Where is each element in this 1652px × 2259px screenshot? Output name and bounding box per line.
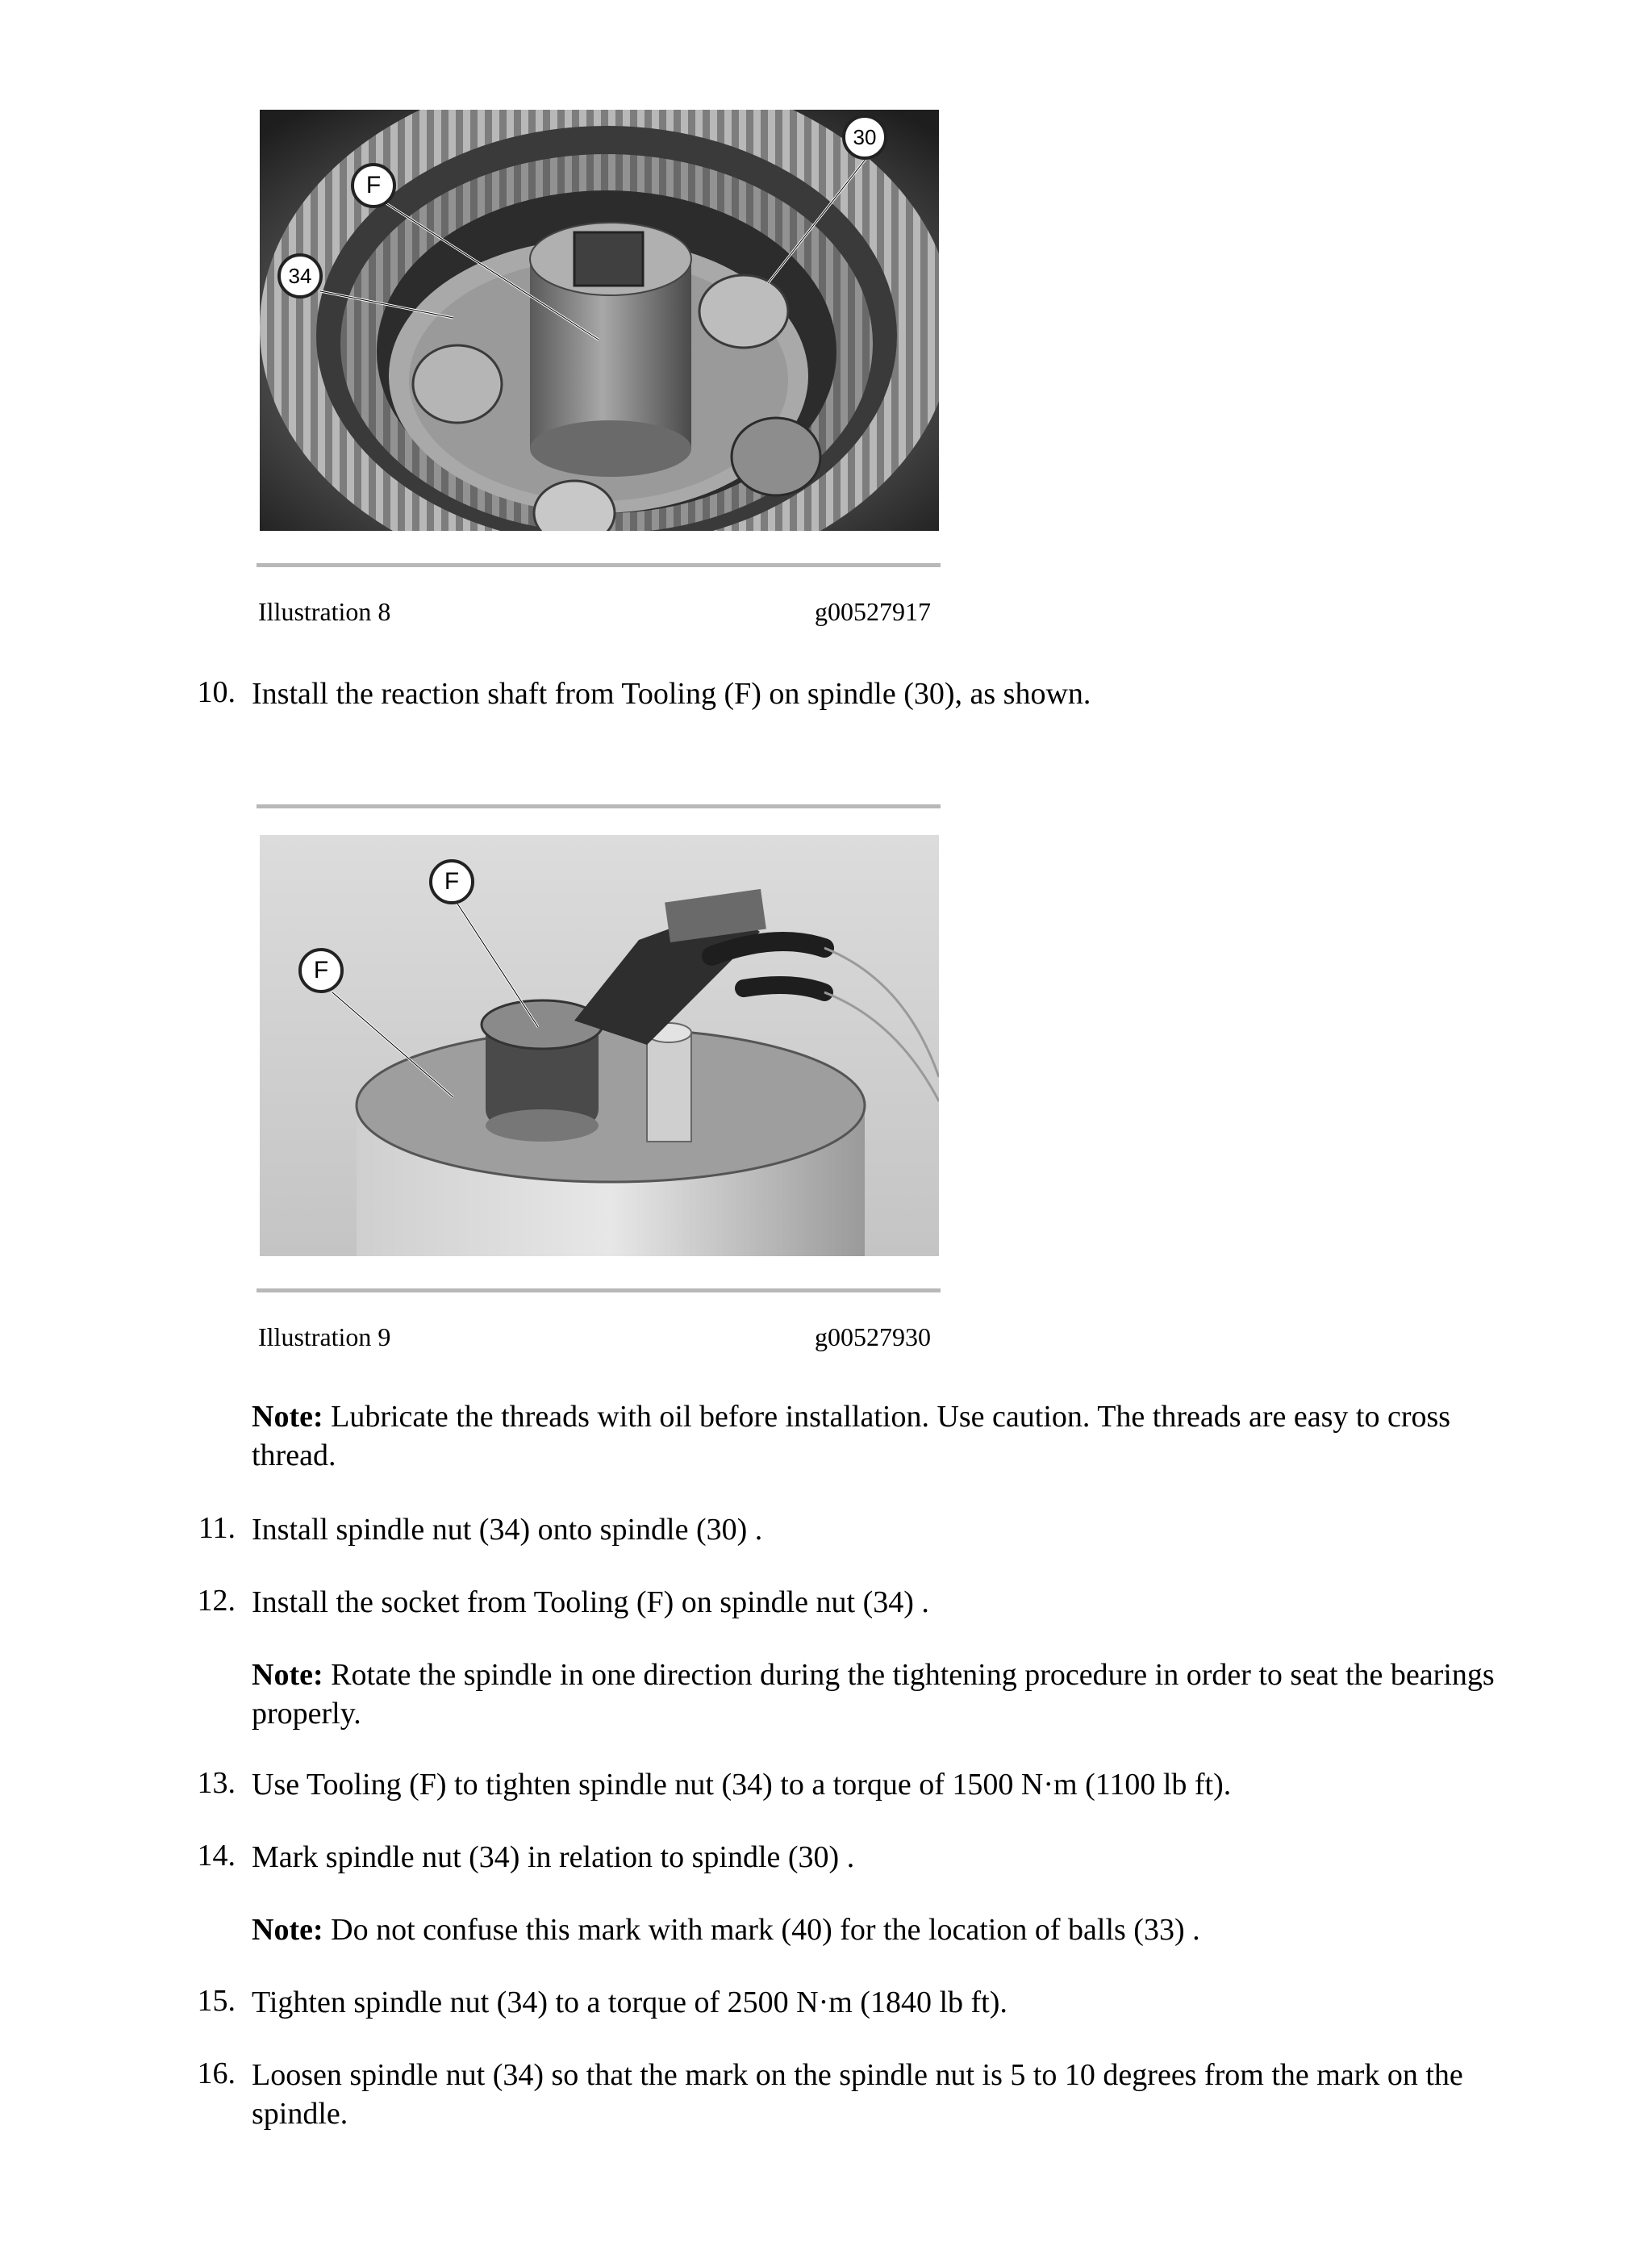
note-label: Note: xyxy=(252,1913,323,1947)
figure-caption-label: Illustration 9 xyxy=(258,1322,391,1351)
note-label: Note: xyxy=(252,1658,323,1692)
note xyxy=(252,1397,1510,1475)
step-number: 15. xyxy=(197,1984,236,2018)
callout-34-marker: 34 xyxy=(277,253,323,299)
note-text: Rotate the spindle in one direction during the tightening procedure in order to seat the bearings properly. xyxy=(252,1658,1495,1731)
step-number: 16. xyxy=(197,2056,236,2090)
note xyxy=(252,1656,1510,1733)
figure-caption-id: g00527917 xyxy=(815,597,931,626)
note xyxy=(252,1910,1510,1949)
figure-divider xyxy=(257,563,941,567)
callout-30-marker: 30 xyxy=(842,115,887,160)
note-label: Note: xyxy=(252,1400,323,1434)
figure-divider xyxy=(257,1288,941,1292)
note-text: Lubricate the threads with oil before installation. Use caution. The threads are easy to cross thread. xyxy=(252,1400,1451,1472)
step-number: 12. xyxy=(197,1584,236,1618)
callout-f-marker: F xyxy=(298,948,344,993)
step-text: Install the socket from Tooling (F) on spindle nut (34) . xyxy=(252,1585,929,1619)
step-text: Loosen spindle nut (34) so that the mark on the spindle nut is 5 to 10 degrees from the mark on the spindle. xyxy=(252,2058,1463,2131)
illustration-9-photo xyxy=(260,835,939,1256)
step-text: Use Tooling (F) to tighten spindle nut (34) to a torque of 1500 N·m (1100 lb ft). xyxy=(252,1768,1232,1802)
step-text: Mark spindle nut (34) in relation to spindle (30) . xyxy=(252,1840,855,1874)
step-text: Install the reaction shaft from Tooling (F) on spindle (30), as shown. xyxy=(252,677,1091,711)
step-number: 14. xyxy=(197,1839,236,1873)
figure-divider xyxy=(257,804,941,808)
step-text: Tighten spindle nut (34) to a torque of 2500 N·m (1840 lb ft). xyxy=(252,1985,1007,2019)
step-text: Install spindle nut (34) onto spindle (30) . xyxy=(252,1513,763,1547)
callout-f-marker: F xyxy=(351,163,396,208)
step-number: 11. xyxy=(198,1511,236,1545)
step-number: 10. xyxy=(197,675,236,709)
figure-caption-label: Illustration 8 xyxy=(258,597,391,626)
figure-caption-id: g00527930 xyxy=(815,1322,931,1351)
illustration-8-photo xyxy=(260,110,939,531)
note-text: Do not confuse this mark with mark (40) for the location of balls (33) . xyxy=(323,1913,1200,1947)
reaction-tool-photo xyxy=(260,835,939,1256)
callout-f-marker: F xyxy=(429,859,474,904)
step-number: 13. xyxy=(197,1766,236,1800)
